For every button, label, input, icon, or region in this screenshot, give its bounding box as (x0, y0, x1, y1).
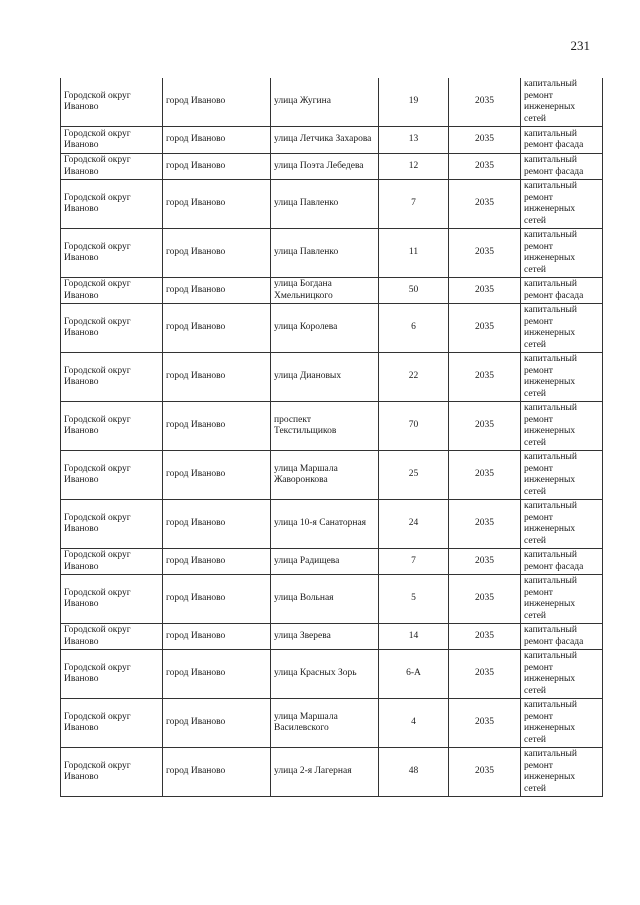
work-type-cell: капитальный ремонт инженерных сетей (521, 699, 603, 748)
district-cell: Городской округ Иваново (61, 353, 163, 402)
work-type-cell: капитальный ремонт инженерных сетей (521, 451, 603, 500)
house-number-cell: 7 (379, 549, 449, 575)
district-cell: Городской округ Иваново (61, 402, 163, 451)
city-cell: город Иваново (163, 624, 271, 650)
table-row (61, 127, 603, 154)
table-row (61, 748, 603, 797)
year-cell: 2035 (449, 699, 521, 748)
year-cell: 2035 (449, 451, 521, 500)
street-cell: улица Королева (271, 304, 379, 353)
table-row (61, 699, 603, 748)
city-cell: город Иваново (163, 229, 271, 278)
street-cell: улица Красных Зорь (271, 650, 379, 699)
work-type-cell: капитальный ремонт инженерных сетей (521, 402, 603, 451)
street-cell: улица 2-я Лагерная (271, 748, 379, 797)
district-cell: Городской округ Иваново (61, 451, 163, 500)
district-cell: Городской округ Иваново (61, 180, 163, 229)
district-cell: Городской округ Иваново (61, 624, 163, 650)
year-cell: 2035 (449, 650, 521, 699)
table-row (61, 229, 603, 278)
city-cell: город Иваново (163, 278, 271, 304)
work-type-cell: капитальный ремонт фасада (521, 624, 603, 650)
year-cell: 2035 (449, 402, 521, 451)
work-type-cell: капитальный ремонт инженерных сетей (521, 229, 603, 278)
house-number-cell: 48 (379, 748, 449, 797)
district-cell: Городской округ Иваново (61, 748, 163, 797)
work-type-cell: капитальный ремонт инженерных сетей (521, 78, 603, 127)
city-cell: город Иваново (163, 549, 271, 575)
district-cell: Городской округ Иваново (61, 549, 163, 575)
year-cell: 2035 (449, 500, 521, 549)
year-cell: 2035 (449, 575, 521, 624)
district-cell: Городской округ Иваново (61, 278, 163, 304)
year-cell: 2035 (449, 154, 521, 180)
table-row (61, 650, 603, 699)
year-cell: 2035 (449, 278, 521, 304)
house-number-cell: 13 (379, 127, 449, 154)
work-type-cell: капитальный ремонт инженерных сетей (521, 748, 603, 797)
city-cell: город Иваново (163, 353, 271, 402)
year-cell: 2035 (449, 353, 521, 402)
street-cell: улица Зверева (271, 624, 379, 650)
table-row (61, 304, 603, 353)
housing-repair-table (60, 78, 603, 797)
city-cell: город Иваново (163, 180, 271, 229)
house-number-cell: 4 (379, 699, 449, 748)
street-cell: улица Вольная (271, 575, 379, 624)
work-type-cell: капитальный ремонт инженерных сетей (521, 650, 603, 699)
city-cell: город Иваново (163, 699, 271, 748)
work-type-cell: капитальный ремонт фасада (521, 278, 603, 304)
table-row (61, 451, 603, 500)
district-cell: Городской округ Иваново (61, 154, 163, 180)
year-cell: 2035 (449, 229, 521, 278)
district-cell: Городской округ Иваново (61, 650, 163, 699)
street-cell: улица Маршала Василевского (271, 699, 379, 748)
table-row (61, 402, 603, 451)
table-row (61, 78, 603, 127)
year-cell: 2035 (449, 549, 521, 575)
city-cell: город Иваново (163, 304, 271, 353)
house-number-cell: 24 (379, 500, 449, 549)
street-cell: улица Павленко (271, 180, 379, 229)
city-cell: город Иваново (163, 500, 271, 549)
street-cell: проспект Текстильщиков (271, 402, 379, 451)
work-type-cell: капитальный ремонт инженерных сетей (521, 180, 603, 229)
house-number-cell: 6-А (379, 650, 449, 699)
city-cell: город Иваново (163, 748, 271, 797)
work-type-cell: капитальный ремонт инженерных сетей (521, 304, 603, 353)
year-cell: 2035 (449, 624, 521, 650)
district-cell: Городской округ Иваново (61, 699, 163, 748)
city-cell: город Иваново (163, 78, 271, 127)
district-cell: Городской округ Иваново (61, 575, 163, 624)
street-cell: улица Летчика Захарова (271, 127, 379, 154)
city-cell: город Иваново (163, 127, 271, 154)
street-cell: улица Диановых (271, 353, 379, 402)
table-body (61, 78, 603, 797)
table-row (61, 154, 603, 180)
table-row (61, 500, 603, 549)
house-number-cell: 11 (379, 229, 449, 278)
page-number: 231 (570, 38, 590, 53)
work-type-cell: капитальный ремонт фасада (521, 127, 603, 154)
city-cell: город Иваново (163, 451, 271, 500)
district-cell: Городской округ Иваново (61, 127, 163, 154)
table-row (61, 180, 603, 229)
house-number-cell: 12 (379, 154, 449, 180)
street-cell: улица Богдана Хмельницкого (271, 278, 379, 304)
table-row (61, 353, 603, 402)
street-cell: улица Радищева (271, 549, 379, 575)
table-row (61, 278, 603, 304)
house-number-cell: 19 (379, 78, 449, 127)
street-cell: улица Маршала Жаворонкова (271, 451, 379, 500)
work-type-cell: капитальный ремонт инженерных сетей (521, 353, 603, 402)
house-number-cell: 7 (379, 180, 449, 229)
work-type-cell: капитальный ремонт фасада (521, 154, 603, 180)
district-cell: Городской округ Иваново (61, 304, 163, 353)
city-cell: город Иваново (163, 575, 271, 624)
year-cell: 2035 (449, 304, 521, 353)
house-number-cell: 22 (379, 353, 449, 402)
table-row (61, 575, 603, 624)
city-cell: город Иваново (163, 154, 271, 180)
street-cell: улица Поэта Лебедева (271, 154, 379, 180)
year-cell: 2035 (449, 78, 521, 127)
house-number-cell: 25 (379, 451, 449, 500)
district-cell: Городской округ Иваново (61, 229, 163, 278)
street-cell: улица Павленко (271, 229, 379, 278)
district-cell: Городской округ Иваново (61, 500, 163, 549)
table-row (61, 549, 603, 575)
house-number-cell: 70 (379, 402, 449, 451)
city-cell: город Иваново (163, 402, 271, 451)
street-cell: улица 10-я Санаторная (271, 500, 379, 549)
year-cell: 2035 (449, 127, 521, 154)
city-cell: город Иваново (163, 650, 271, 699)
street-cell: улица Жугина (271, 78, 379, 127)
work-type-cell: капитальный ремонт фасада (521, 549, 603, 575)
house-number-cell: 6 (379, 304, 449, 353)
table-row (61, 624, 603, 650)
work-type-cell: капитальный ремонт инженерных сетей (521, 575, 603, 624)
house-number-cell: 14 (379, 624, 449, 650)
year-cell: 2035 (449, 748, 521, 797)
year-cell: 2035 (449, 180, 521, 229)
house-number-cell: 50 (379, 278, 449, 304)
district-cell: Городской округ Иваново (61, 78, 163, 127)
house-number-cell: 5 (379, 575, 449, 624)
work-type-cell: капитальный ремонт инженерных сетей (521, 500, 603, 549)
